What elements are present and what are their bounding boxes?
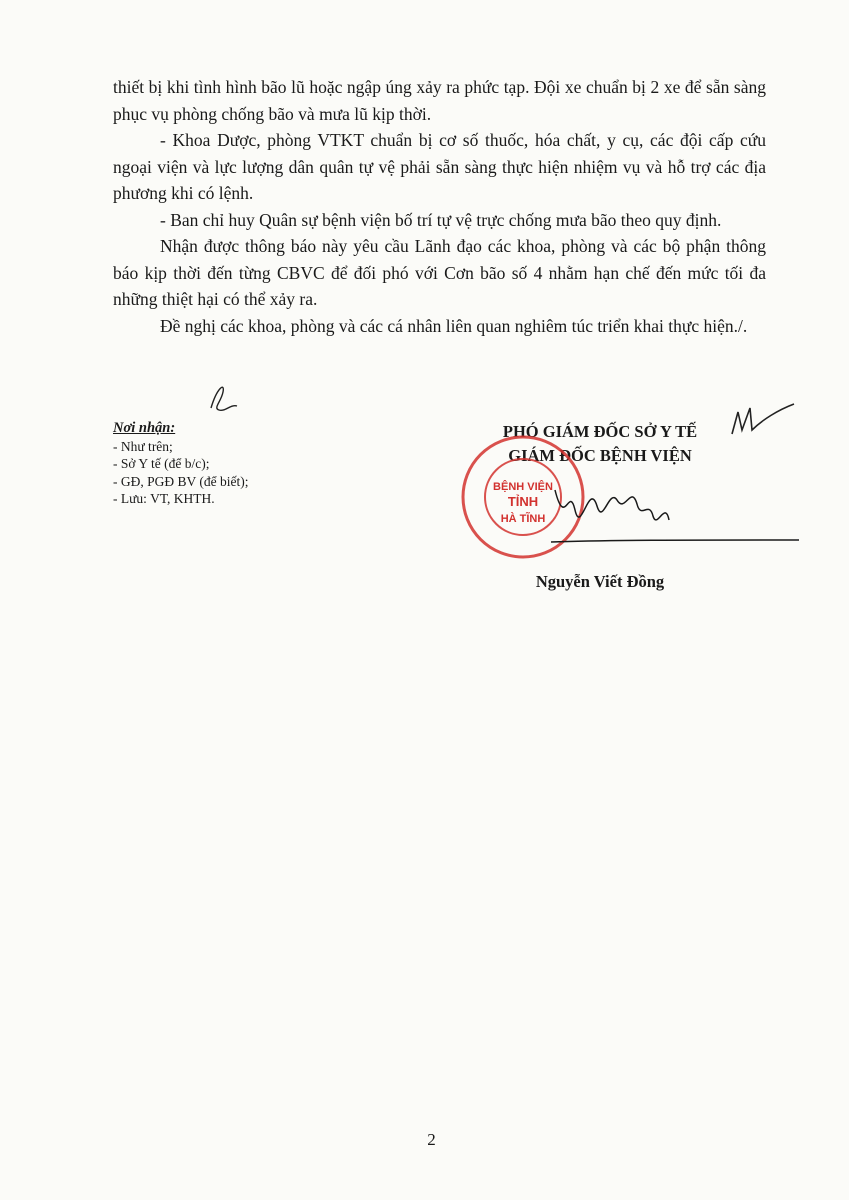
recipients-list xyxy=(113,438,443,508)
paragraph-continuation: thiết bị khi tình hình bão lũ hoặc ngập úng xảy ra phức tạp. Đội xe chuẩn bị 2 xe để sẵn sàng phục vụ phòng chống bão và mưa lũ kịp thời. xyxy=(113,77,766,124)
initial-signature-icon xyxy=(203,378,243,418)
handwritten-signature-icon xyxy=(545,470,805,560)
recipient-item: - GĐ, PGĐ BV (để biết); xyxy=(113,473,249,489)
signer-title-line1: PHÓ GIÁM ĐỐC SỞ Y TẾ xyxy=(502,422,698,441)
seal-text-mid: TỈNH xyxy=(507,494,539,509)
recipient-item: - Sở Y tế (để b/c); xyxy=(113,456,210,471)
paragraph-pharmacy: - Khoa Dược, phòng VTKT chuẩn bị cơ số thuốc, hóa chất, y cụ, các đội cấp cứu ngoại viện và lực lượng dân quân tự vệ phải sẵn sàng thực hiện nhiệm vụ và hỗ trợ các địa phương khi có lệnh. xyxy=(113,130,766,203)
seal-text-top: BỆNH VIỆN xyxy=(493,481,553,493)
signer-title-line2: GIÁM ĐỐC BỆNH VIỆN xyxy=(508,446,692,465)
paragraph-request: Đề nghị các khoa, phòng và các cá nhân liên quan nghiêm túc triển khai thực hiện./. xyxy=(160,315,748,336)
seal-text-bottom: HÀ TĨNH xyxy=(500,513,546,525)
countersign-icon xyxy=(728,400,798,440)
signer-name: Nguyễn Viết Đồng xyxy=(535,572,665,591)
recipient-item: - Lưu: VT, KHTH. xyxy=(113,491,215,506)
recipients-block xyxy=(113,420,443,508)
paragraph-notice: Nhận được thông báo này yêu cầu Lãnh đạo các khoa, phòng và các bộ phận thông báo kịp thời đến từng CBVC để đối phó với Cơn bão số 4 nhằm hạn chế đến mức tối đa những thiệt hại có thể xảy ra. xyxy=(113,236,766,309)
body-text xyxy=(113,74,766,339)
page-number: 2 xyxy=(427,1130,436,1149)
recipients-title: Nơi nhận: xyxy=(113,420,176,436)
paragraph-military: - Ban chỉ huy Quân sự bệnh viện bố trí tự vệ trực chống mưa bão theo quy định. xyxy=(160,209,722,230)
recipient-item: - Như trên; xyxy=(113,438,173,454)
